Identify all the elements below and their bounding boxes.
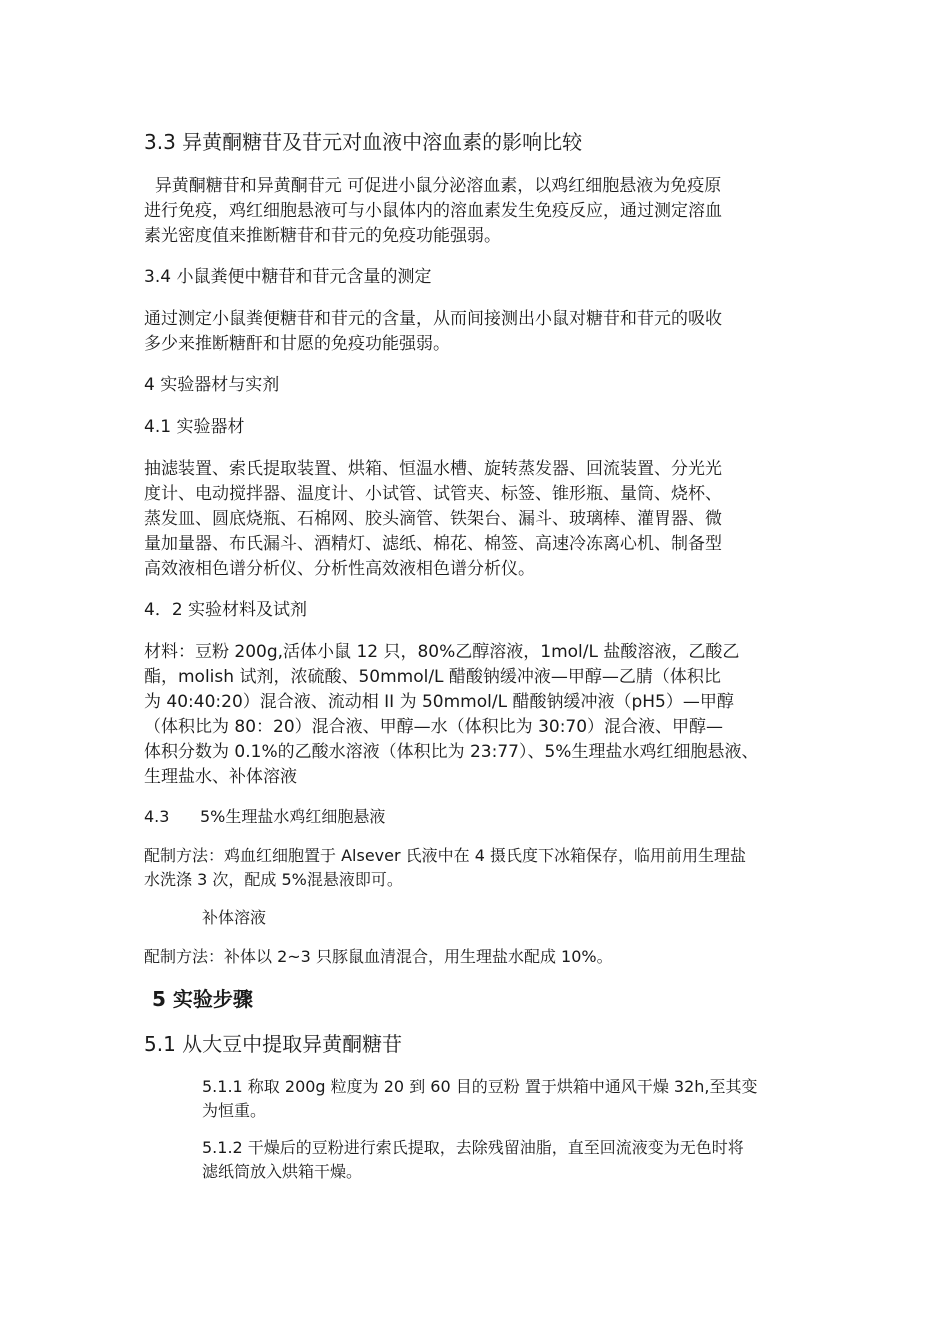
section-5-heading: 5 实验步骤 bbox=[152, 987, 253, 1011]
section-4-2-paragraph: 材料：豆粉 200g,活体小鼠 12 只，80%乙醇溶液，1mol/L 盐酸溶液，乙酸乙 酯，molish 试剂，浓硫酸、50mmol/L 醋酸钠缓冲液—甲醇—乙腈（体积比 为 40:40:20）混合液、流动相 II 为 50mmol/L 醋酸钠缓冲液（pH5）—甲醇 （体积比为 80：20）混合液、甲醇—水（体积比为 30:70）混合液、甲醇— 体积分数为 0.1%的乙酸水溶液（体积比为 23:77）、5%生理盐水鸡红细胞悬液、 生理盐水、补体溶液 bbox=[144, 642, 759, 787]
section-3-4-paragraph: 通过测定小鼠粪便糖苷和苷元的含量，从而间接测出小鼠对糖苷和苷元的吸收 多少来推断糖酐和甘愿的免疫功能强弱。 bbox=[144, 309, 722, 354]
section-3-3-paragraph: 异黄酮糖苷和异黄酮苷元 可促进小鼠分泌溶血素，以鸡红细胞悬液为免疫原 进行免疫，鸡红细胞悬液可与小鼠体内的溶血素发生免疫反应，通过测定溶血 素光密度值来推断糖苷和苷元的免疫功能强弱。 bbox=[144, 176, 722, 246]
complement-paragraph: 配制方法：补体以 2~3 只豚鼠血清混合，用生理盐水配成 10%。 bbox=[144, 947, 613, 966]
complement-heading: 补体溶液 bbox=[202, 908, 267, 927]
section-4-1-heading: 4.1 实验器材 bbox=[144, 417, 245, 437]
step-5-1-2-paragraph: 5.1.2 干燥后的豆粉进行索氏提取，去除残留油脂，直至回流液变为无色时将 滤纸筒放入烘箱干燥。 bbox=[202, 1138, 744, 1181]
section-3-4-heading: 3.4 小鼠粪便中糖苷和苷元含量的测定 bbox=[144, 267, 432, 287]
step-5-1-1-paragraph: 5.1.1 称取 200g 粒度为 20 到 60 目的豆粉 置于烘箱中通风干燥 32h,至其变 为恒重。 bbox=[202, 1077, 758, 1120]
section-4-2-heading: 4．2 实验材料及试剂 bbox=[144, 600, 308, 620]
section-3-3-heading: 3.3 异黄酮糖苷及苷元对血液中溶血素的影响比较 bbox=[144, 130, 583, 154]
section-4-1-paragraph: 抽滤装置、索氏提取装置、烘箱、恒温水槽、旋转蒸发器、回流装置、分光光 度计、电动搅拌器、温度计、小试管、试管夹、标签、锥形瓶、量筒、烧杯、 蒸发皿、圆底烧瓶、石棉网、胶头滴管、铁架台、漏斗、玻璃棒、灌胃器、微 量加量器、布氏漏斗、酒精灯、滤纸、棉花、棉签、高速冷冻离心机、制备型 高效液相色谱分析仪、分析性高效液相色谱分析仪。 bbox=[144, 459, 722, 579]
section-4-heading: 4 实验器材与实剂 bbox=[144, 375, 280, 395]
section-4-3-paragraph: 配制方法：鸡血红细胞置于 Alsever 氏液中在 4 摄氏度下冰箱保存，临用前用生理盐 水洗涤 3 次，配成 5%混悬液即可。 bbox=[144, 846, 746, 889]
section-4-3-heading: 4.3 5%生理盐水鸡红细胞悬液 bbox=[144, 807, 386, 826]
section-5-1-heading: 5.1 从大豆中提取异黄酮糖苷 bbox=[144, 1032, 403, 1056]
